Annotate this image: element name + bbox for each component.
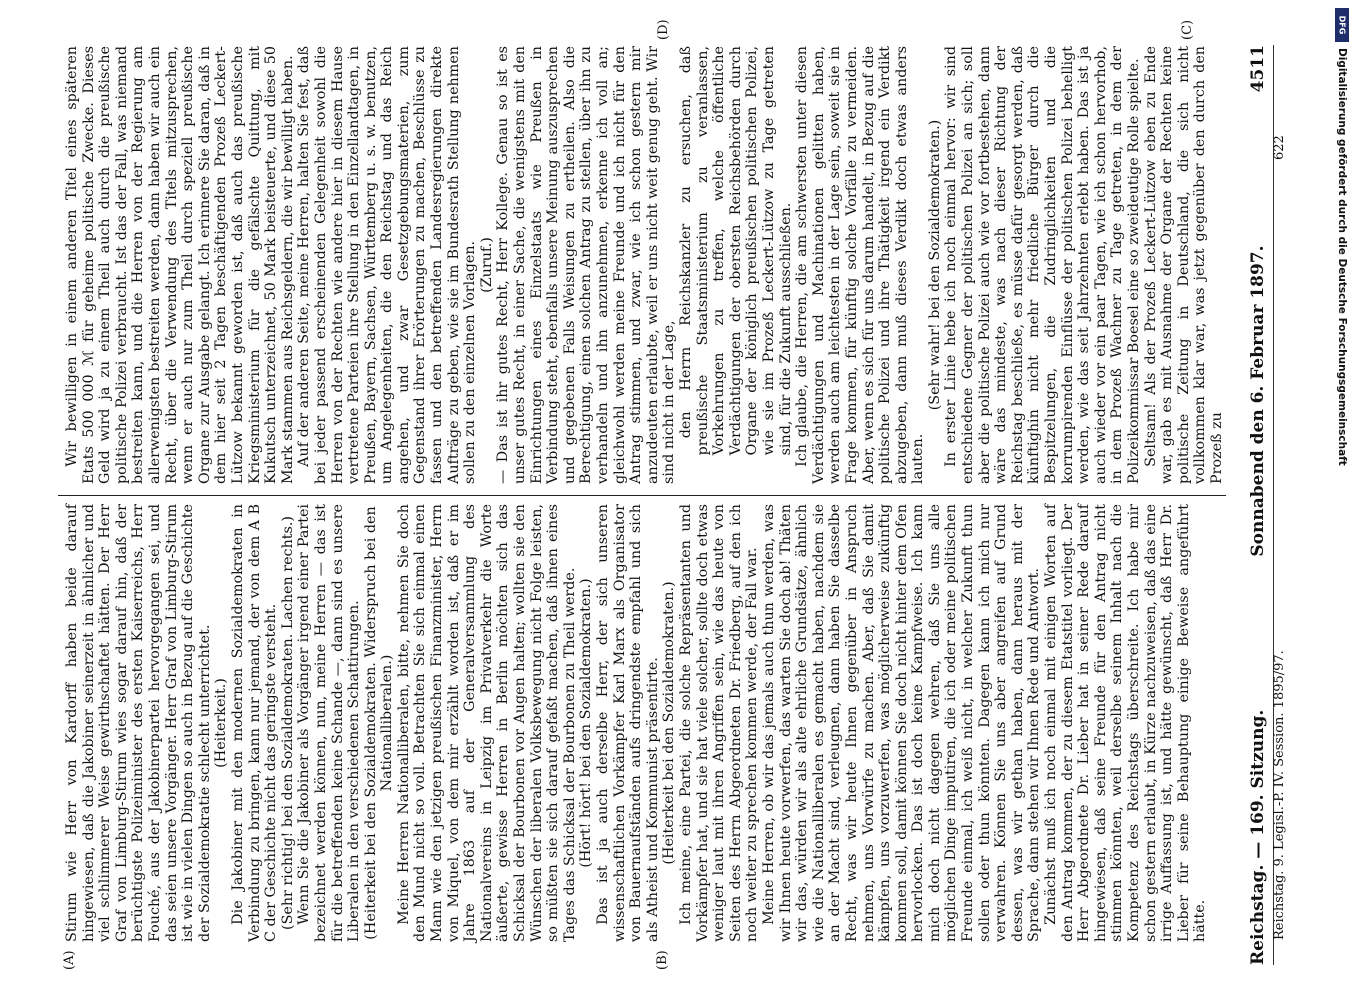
paragraph: Zunächst muß ich noch einmal mit einigen Worten auf den Antrag kommen, der zu diesem Etatstitel vorliegt. Der Herr Abgeordnete Dr. Lieber hat in seiner Rede darauf hingewiesen, daß seine Freunde für den Antrag nicht stimmen könnten, weil derselbe seinem Inhalt nach die Kompetenz des Reichstags überschreite. Ich habe mir schon gestern erlaubt, in Kürze nachzuweisen, daß das eine irrige Auffassung ist, und hätte gewünscht, daß Herr Dr. Lieber für seine Behauptung einige Beweise angeführt hätte. [1043,504,1209,942]
interjection: (Heiterkeit bei den Sozialdemokraten. Widerspruch bei den Nationalliberalen.) [362,506,396,940]
paragraph: Die Jakobiner mit den modernen Sozialdemokraten in Verbindung zu bringen, kann nur jemand, der von dem A B C der Geschichte nicht das geringste versteht. [229,504,280,942]
dfg-sidebar [1335,8,1349,988]
paragraph: Ich glaube, die Herren, die am schwersten unter diesen Verdächtigungen und Machinationen gelitten haben, werden auch am leichtesten in der Lage sein, soweit sie in Frage kommen, für künftig solche Vorfälle zu vermeiden. Aber, wenn es sich für uns darum handelt, in Bezug auf die politische Polizei und ihre Thätigkeit irgend ein Verdikt abzugeben, dann muß dieses Verdikt doch etwas anders lauten. [794,46,927,484]
interjection: (Heiterkeit.) [213,678,230,768]
paragraph: Seltsam! Als der Prozeß Leckert-Lützow eben zu Ende war, gab es mit Ausnahme der Organe der Rechten keine politische Zeitung in Deutschland, die sich nicht vollkommen klar war, was jetzt gegenüber den durch den Prozeß zu [1142,46,1225,484]
dfg-logo: DFG [1335,8,1349,42]
footer-signature: Reichstag. 9. Legisl.-P. IV. Session. 1895/97. [1272,650,1287,940]
left-column [64,504,1209,942]
paragraph: — Das ist ihr gutes Recht, Herr Kollege. Genau so ist es unser gutes Recht, in einer Sache, die wenigstens mit den Einrichtungen eines Einzelstaats wie Preußen in Verbindung steht, ebenfalls unsere Meinung auszusprechen und gegebenen Falls Weisungen zu ertheilen. Also die Berechtigung, einen solchen Antrag zu stellen, über ihn zu verhandeln und ihn anzunehmen, erkenne ich voll an; gleichwohl werden meine Freunde und ich nicht für den Antrag stimmen, und zwar, wie ich schon gestern mir anzudeuten erlaubte, weil er uns nicht weit genug geht. Wir sind nicht in der Lage, [495,46,678,484]
right-column [64,46,1225,484]
sheet-number: 622 [1272,135,1287,160]
page-header [1228,45,1268,965]
quoted-motion: den Herrn Reichskanzler zu ersuchen, daß preußische Staatsministerium zu veranlassen, Vorkehrungen zu treffen, welche öffentliche Verdächtigungen der obersten Reichsbehörden durch Organe der königlich preußischen politischen Polizei, wie sie im Prozeß Leckert-Lützow zu Tage getreten sind, für die Zukunft ausschließen. [677,46,794,456]
paragraph: Meine Herren, ob wir das jemals auch thun werden, was wir Ihnen heute vorwerfen, das warten Sie doch ab! Thäten wir das, würden wir als alte ehrliche Grundsätze, ähnlich wie die Nationalliberalen es gemacht haben, nachdem sie an der Macht sind, verleugnen, dann haben Sie dasselbe Recht, was wir heute Ihnen gegenüber in Anspruch nehmen, uns Vorwürfe zu machen. Aber, daß Sie damit kämpfen, uns vorzuwerfen, was möglicherweise zukünftig kommen soll, damit können Sie doch nicht hinter dem Ofen hervorlocken. Das ist doch keine Kampfweise. Ich kann mich doch nicht dagegen wehren, daß Sie uns alle möglichen Dinge imputiren, die ich oder meine politischen Freunde einmal, ich weiß nicht, in welcher Zukunft thun sollen oder thun könnten. Dagegen kann ich mich nur verwahren. Können Sie uns aber angreifen auf Grund dessen, was wir gethan haben, dann heraus mit der Sprache, dann stehen wir Ihnen Rede und Antwort. [760,504,1043,942]
header-date: Sonnabend den 6. Februar 1897. [1248,245,1268,557]
margin-marker-b: (B) [655,950,670,970]
paragraph: Wir bewilligen in einem anderen Titel eines späteren Etats 500 000 ℳ für geheime politische Zwecke. Dieses Geld wird ja zu einem Theil auch durch die preußische politische Polizei verbraucht. Ist das der Fall, was niemand bestreiten kann, und die Herren von der Regierung am allerwenigsten bestreiten werden, dann haben wir auch ein Recht, über die Verwendung des Titels mitzusprechen, wenn er auch nur zum Theil durch speziell preußische Organe zur Ausgabe gelangt. Ich erinnere Sie daran, daß in dem hier seit 2 Tagen beschäftigenden Prozeß Leckert-Lützow bekannt geworden ist, daß auch das preußische Kriegsministerium für die gefälschte Quittung, mit Kukutsch unterzeichnet, 50 Mark beisteuerte, und diese 50 Mark stammen aus Reichsgeldern, die wir bewilligt haben. [64,46,296,484]
column-divider [58,495,1226,496]
paragraph: Das ist ja auch derselbe Herr, der sich unseren wissenschaftlichen Vorkämpfer Karl Marx als Organisator von Bauernaufständen aufs dringendste empfahl und sich als Atheist und Kommunist präsentirte. [595,504,661,942]
paragraph: Wenn Sie die Jakobiner als Vorgänger irgend einer Partei bezeichnet werden können, nun, meine Herren — das ist für die betreffenden keine Schande —, dann sind es unsere Liberalen in den verschiedenen Schattirungen. [296,504,363,942]
interjection: (Zuruf.) [478,237,495,293]
interjection: (Sehr richtig! bei den Sozialdemokraten. Lachen rechts.) [279,516,296,930]
header-page-number: 4511 [1248,45,1268,93]
margin-marker-a: (A) [62,950,77,970]
dfg-funding-note: Digitalisierung gefördert durch die Deutsche Forschungsgemeinschaft [1336,48,1348,466]
paragraph: Meine Herren Nationalliberalen, bitte, nehmen Sie doch den Mund nicht so voll. Betrachten Sie sich einmal einen Mann wie den jetzigen preußischen Finanzminister, Herrn von Miquel, von dem mir erzählt worden ist, daß er im Jahre 1863 auf der Generalversammlung des Nationalvereins in Leipzig im Privatverkehr die Worte äußerte, gewisse Herren in Berlin möchten sich das Schicksal der Bourbonen vor Augen halten; wollten sie den Wünschen der liberalen Volksbewegung nicht Folge leisten, so müßten sie sich darauf gefaßt machen, daß ihnen eines Tages das Schicksal der Bourbonen zu Theil werde. [395,504,578,942]
interjection: (Sehr wahr! bei den Sozialdemokraten.) [926,119,943,411]
paragraph: Ich meine, eine Partei, die solche Repräsentanten und Vorkämpfer hat, und sie hat viele solcher, sollte doch etwas weniger laut mit ihren Angriffen sein, wie das heute von Seiten des Herrn Abgeordneten Dr. Friedberg, auf den ich noch weiter zu sprechen kommen werde, der Fall war. [677,504,761,942]
paragraph: In erster Linie hebe ich noch einmal hervor: wir sind entschiedene Gegner der politischen Polizei an sich; soll aber die politische Polizei auch wie vor fortbestehen, dann wäre das mindeste, was nach dieser Richtung der Reichstag beschließe, es müsse dafür gesorgt werden, daß künftighin nicht mehr friedliche Bürger durch die Bespitzelungen, die Zudringlichkeiten und die korrumpirenden Einflüsse der politischen Polizei behelligt werden, wie das seit Jahrzehnten erlebt haben. Das ist ja auch wieder vor ein paar Tagen, wie ich schon hervorhob, in dem Prozeß Wachner zu Tage getreten, in dem der Polizeikommissar Boesel eine so zweideutige Rolle spielte. [943,46,1142,484]
header-left: Reichstag. — 169. Sitzung. [1248,709,1268,965]
interjection: (Hört! hört! bei den Sozialdemokraten.) [578,578,595,868]
paragraph: Stirum wie Herr von Kardorff haben beide darauf hingewiesen, daß die Jakobiner seinerzeit in ähnlicher und viel schlimmerer Weise gewirthschaftet hätten. Der Herr Graf von Limburg-Stirum wies sogar darauf hin, daß der berüchtigste Polizeiminister des ersten Kaiserreichs, Herr Fouché, aus der Jakobinerpartei hervorgegangen sei, und das seien unsere Vorgänger. Herr Graf von Limburg-Stirum ist wie in vielen Dingen so auch in Bezug auf die Geschichte der Sozialdemokratie schlecht unterrichtet. [64,504,213,942]
interjection: (Heiterkeit bei den Sozialdemokraten.) [661,581,678,865]
margin-marker-d: (D) [656,19,671,40]
paragraph: Auf der anderen Seite, meine Herren, halten Sie fest, daß bei jeder passend erscheinenden Gelegenheit sowohl die Herren von der Rechten wie andere hier in diesem Hause vertretene Parteien ihre Stellung in den Einzellandtagen, in Preußen, Bayern, Sachsen, Württemberg u. s. w. benutzen, um Angelegenheiten, die den Reichstag und das Reich angehen, und zwar Gesetzgebungsmaterien, zum Gegenstand ihrer Erörterungen zu machen, Beschlüsse zu fassen und den betreffenden Landesregierungen direkte Aufträge zu geben, wie sie im Bundesrath Stellung nehmen sollen zu den einzelnen Vorlagen. [296,46,479,484]
margin-marker-c: (C) [1180,19,1195,40]
